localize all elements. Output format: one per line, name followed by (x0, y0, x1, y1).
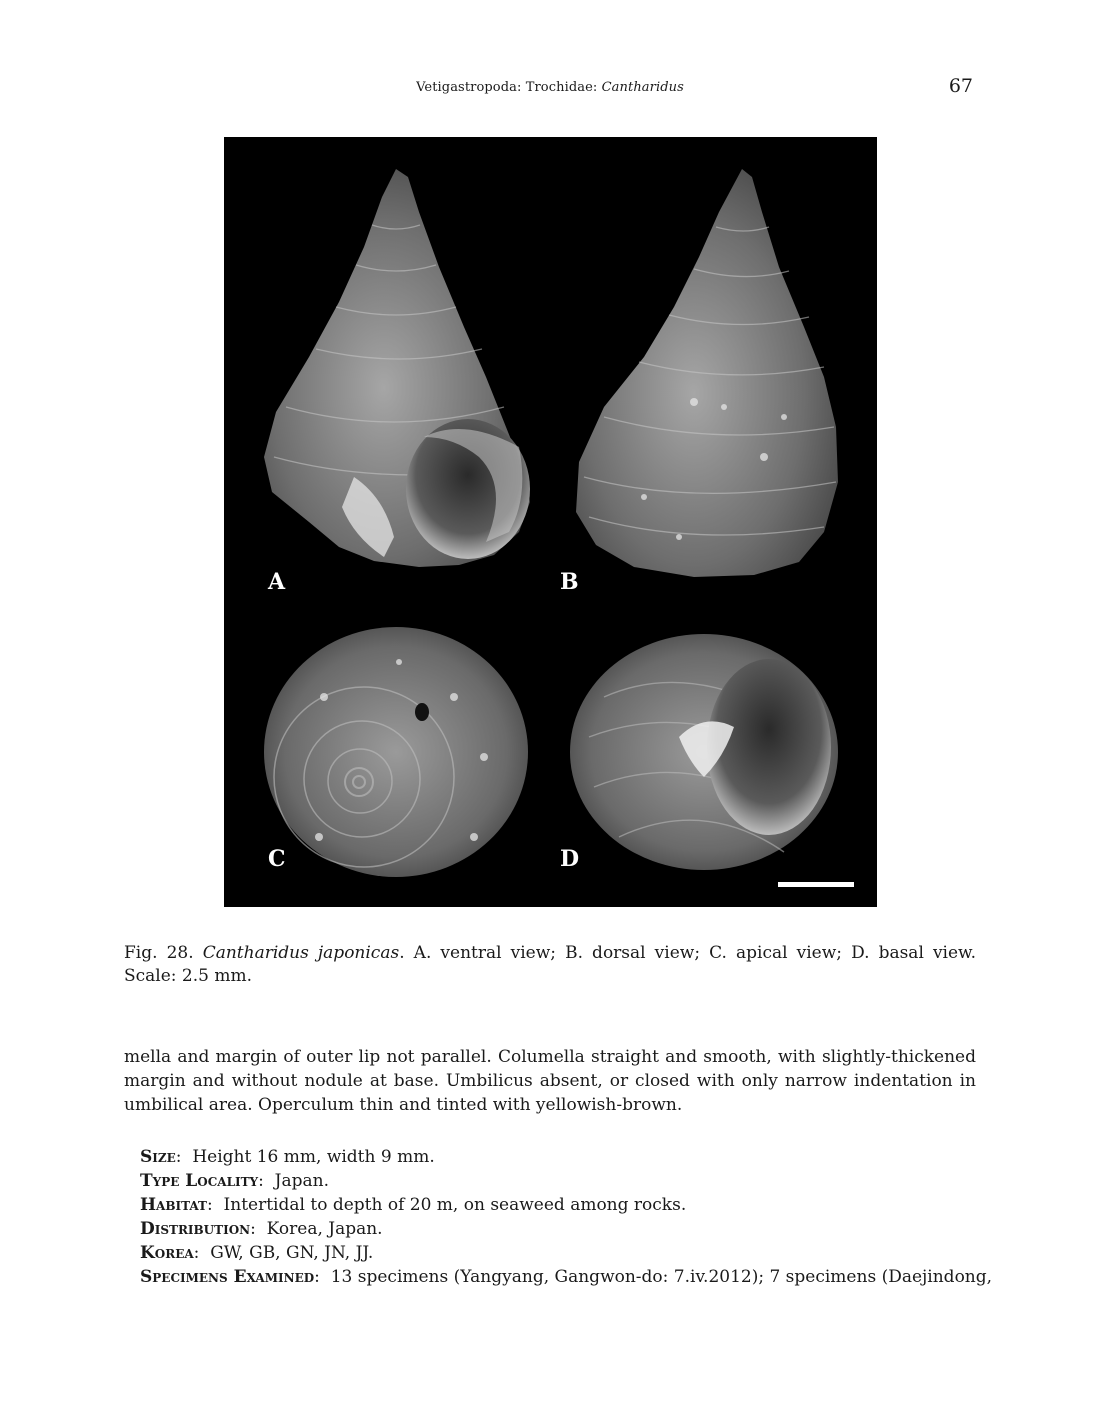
running-head-genus: Cantharidus (601, 80, 684, 95)
shell-c-apical (264, 627, 528, 877)
field-value: 13 specimens (Yangyang, Gangwon-do: 7.iv.2012); 7 specimens (Daejindong, (330, 1267, 993, 1287)
panel-label-d: D (560, 846, 580, 872)
shell-d-basal (570, 634, 838, 870)
field-korea: Korea: GW, GB, GN, JN, JJ. (140, 1243, 374, 1263)
figure-caption (124, 942, 976, 988)
caption-species: Cantharidus japonicas (202, 943, 400, 963)
field-value: GW, GB, GN, JN, JJ. (210, 1243, 374, 1263)
shell-photographs (224, 137, 877, 907)
field-distribution: Distribution: Korea, Japan. (140, 1219, 383, 1239)
field-value: Intertidal to depth of 20 m, on seaweed among rocks. (223, 1195, 687, 1215)
field-value: Height 16 mm, width 9 mm. (192, 1147, 435, 1167)
figure-28 (224, 137, 877, 907)
running-head (0, 80, 1100, 95)
page-number: 67 (948, 75, 973, 97)
panel-label-c: C (268, 846, 286, 872)
field-habitat: Habitat: Intertidal to depth of 20 m, on seaweed among rocks. (140, 1195, 687, 1215)
scale-bar (778, 882, 854, 887)
field-type-locality: Type Locality: Japan. (140, 1171, 329, 1191)
field-key: Distribution (140, 1219, 251, 1239)
field-value: Korea, Japan. (266, 1219, 383, 1239)
caption-text: . A. ventral view; B. dorsal view; C. apical view; D. basal view. Scale: 2.5 mm. (124, 943, 976, 986)
field-size: Size: Height 16 mm, width 9 mm. (140, 1147, 435, 1167)
panel-label-a: A (268, 569, 286, 595)
shell-b-dorsal (576, 169, 838, 577)
running-head-prefix: Vetigastropoda: Trochidae: (416, 80, 602, 95)
panel-label-b: B (560, 569, 579, 595)
species-fields (140, 1145, 993, 1289)
field-key: Specimens Examined (140, 1267, 315, 1287)
field-key: Korea (140, 1243, 194, 1263)
field-key: Habitat (140, 1195, 207, 1215)
field-key: Type Locality (140, 1171, 259, 1191)
body-paragraph: mella and margin of outer lip not parallel. Columella straight and smooth, with slightly-thickened margin and without nodule at base. Umbilicus absent, or closed with only narrow indentation in umbilical area. Operculum thin and tinted with yellowish-brown. (124, 1047, 976, 1115)
field-specimens-examined: Specimens Examined: 13 specimens (Yangyang, Gangwon-do: 7.iv.2012); 7 specimens (Daejindong, (140, 1267, 993, 1287)
caption-fig-number: Fig. 28. (124, 943, 194, 963)
shell-a-ventral (264, 169, 530, 567)
field-key: Size (140, 1147, 176, 1167)
field-value: Japan. (274, 1171, 329, 1191)
